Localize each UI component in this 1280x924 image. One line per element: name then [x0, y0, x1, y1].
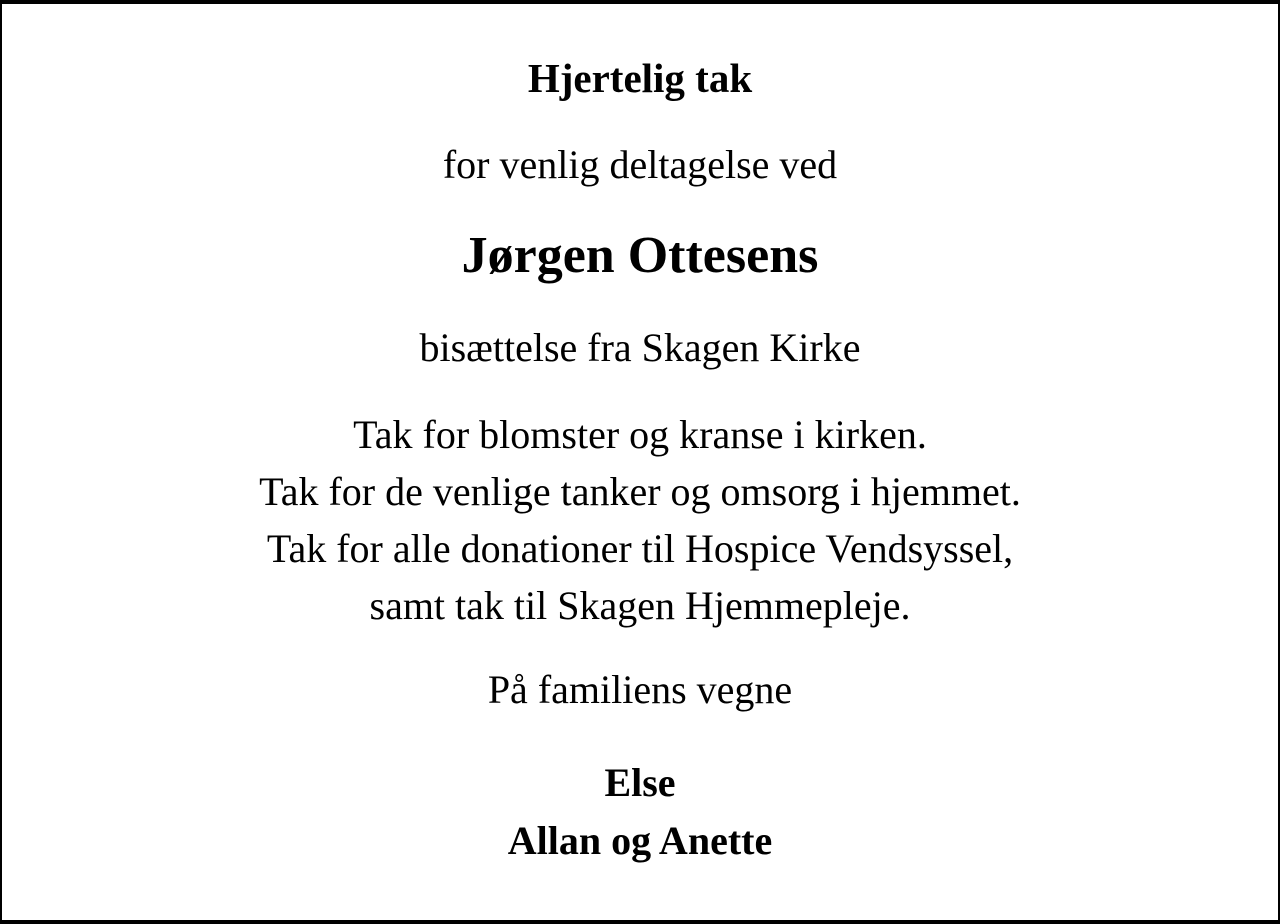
thanks-line-2: Tak for de venlige tanker og omsorg i hjemmet. — [259, 469, 1021, 515]
thanks-line-4: samt tak til Skagen Hjemmepleje. — [369, 583, 911, 629]
thanks-paragraph — [2, 406, 1278, 634]
signature-line-2: Allan og Anette — [507, 818, 773, 864]
thanks-line-1: Tak for blomster og kranse i kirken. — [353, 412, 927, 458]
thanks-line-3: Tak for alle donationer til Hospice Vendsyssel, — [266, 526, 1014, 572]
signature-line-1: Else — [604, 760, 676, 806]
closing-line: På familiens vegne — [487, 667, 793, 713]
signature-block — [2, 754, 1278, 870]
deceased-name: Jørgen Ottesens — [461, 227, 819, 285]
notice-subtitle: for venlig deltagelse ved — [442, 142, 838, 188]
notice-title: Hjertelig tak — [527, 55, 753, 101]
ceremony-line: bisættelse fra Skagen Kirke — [419, 325, 861, 371]
